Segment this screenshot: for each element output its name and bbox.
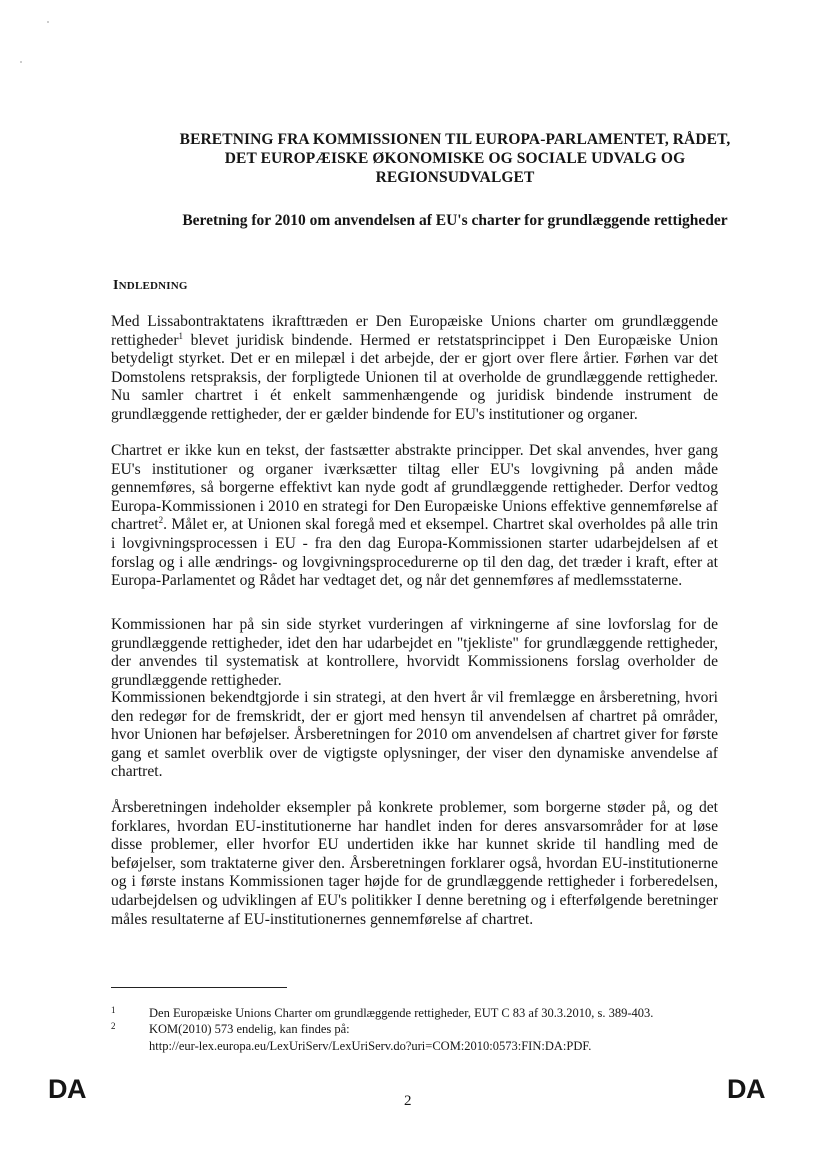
paragraph-2-text-a: Chartret er ikke kun en tekst, der fastsætter abstrakte principper. Det skal anvendes, hver gang EU's institutioner og organer iværksætter tiltag eller EU's lovgivning på anden måde gennemføres, så borgerne effektivt kan nyde godt af grundlæggende rettigheder. Derfor vedtog Europa-Kommissionen i 2010 en strategi for Den Europæiske Unions effektive gennemførelse af chartret [111,442,718,534]
title-line-1: BERETNING FRA KOMMISSIONEN TIL EUROPA-PARLAMENTET, RÅDET, [179,131,731,148]
section-heading-rest: NDLEDNING [118,280,188,292]
paragraph-1-text-b: blevet juridisk bindende. Hermed er retstatsprincippet i Den Europæiske Union betydeligt styrket. Det er en milepæl i det arbejde, der er gjort over flere årtier. Førhen var det Domstolens retspraksis, der forpligtede Unionen til at overholde de grundlæggende rettigheder. Nu samler chartret i ét enkelt sammenhængende og juridisk bindende instrument de grundlæggende rettigheder, der er gælder bindende for EU's institutioner og organer. [111,331,718,423]
language-code-right: DA [727,1074,765,1104]
footnote-ref-2: 2 [158,515,164,526]
paragraph-4-text: Kommissionen bekendtgjorde i sin strategi, at den hvert år vil fremlægge en årsberetning, hvori den redegør for de fremskridt, der er gjort med hensyn til anvendelsen af chartret på områder, hvor Unionen har beføjelser. Årsberetningen for 2010 om anvendelsen af chartret giver for første gang et samlet overblik over de vigtigste oplysninger, der viser den dynamiske anvendelse af chartret. [111,689,718,781]
scan-speck [20,61,22,63]
section-heading-indledning [113,278,188,294]
footnote-1-mark: 1 [111,1005,116,1015]
footnote-2-mark: 2 [111,1021,116,1031]
title-line-3: REGIONSUDVALGET [375,169,535,186]
paragraph-2-text-b: . Målet er, at Unionen skal foregå med et eksempel. Chartret skal overholdes på alle trin i lovgivningsprocessen i EU - fra den dag Europa-Kommissionen starter udarbejdelsen af et forslag og i alle ændrings- og lovgivningsprocedurerne op til den dag, det træder i kraft, efter at Europa-Parlamentet og Rådet har vedtaget det, og når det gennemføres af medlemsstaterne. [111,516,718,590]
section-heading-initial: I [113,278,119,293]
paragraph-1 [111,313,718,425]
scan-speck [47,21,49,23]
footnote-2-text: KOM(2010) 573 endelig, kan findes på: [149,1022,350,1036]
paragraph-3-text: Kommissionen har på sin side styrket vurderingen af virkningerne af sine lovforslag for de grundlæggende rettigheder, idet den har udarbejdet en "tjekliste" for grundlæggende rettigheder, der anvendes til systematisk at kontrollere, hvorvidt Kommissionens forslag overholder de grundlæggende rettigheder. [111,616,718,689]
paragraph-5 [111,799,718,929]
title-line-2: DET EUROPÆISKE ØKONOMISKE OG SOCIALE UDVALG OG [224,150,686,167]
footnote-separator [111,987,287,988]
language-code-left: DA [48,1074,86,1104]
document-title [100,130,810,187]
paragraph-3 [111,616,718,690]
footnote-1-text: Den Europæiske Unions Charter om grundlæggende rettigheder, EUT C 83 af 30.3.2010, s. 389-403. [149,1006,654,1020]
paragraph-5-text: Årsberetningen indeholder eksempler på konkrete problemer, som borgerne støder på, og det forklares, hvordan EU-institutionerne har handlet inden for deres ansvarsområder for at løse disse problemer, eller hvorfor EU undertiden ikke har kunnet skride til handling med de beføjelser, som traktaterne giver den. Årsberetningen forklarer også, hvordan EU-institutionerne og i første instans Kommissionen tager højde for de grundlæggende rettigheder i forberedelsen, udarbejdelsen og udviklingen af EU's politikker I denne beretning og i efterfølgende beretninger måles resultaterne af EU-institutionernes gennemførelse af chartret. [111,799,718,928]
footnote-ref-1: 1 [178,330,184,341]
paragraph-4 [111,689,718,782]
paragraph-2 [111,442,718,591]
page-number: 2 [404,1093,412,1109]
document-subtitle: Beretning for 2010 om anvendelsen af EU's charter for grundlæggende rettigheder [182,212,728,229]
paragraph-1-text-a: Med Lissabontraktatens ikrafttræden er Den Europæiske Unions charter om grundlæggende rettigheder [111,313,718,349]
footnote-2-link[interactable]: http://eur-lex.europa.eu/LexUriServ/LexUriServ.do?uri=COM:2010:0573:FIN:DA:PDF. [149,1039,592,1053]
